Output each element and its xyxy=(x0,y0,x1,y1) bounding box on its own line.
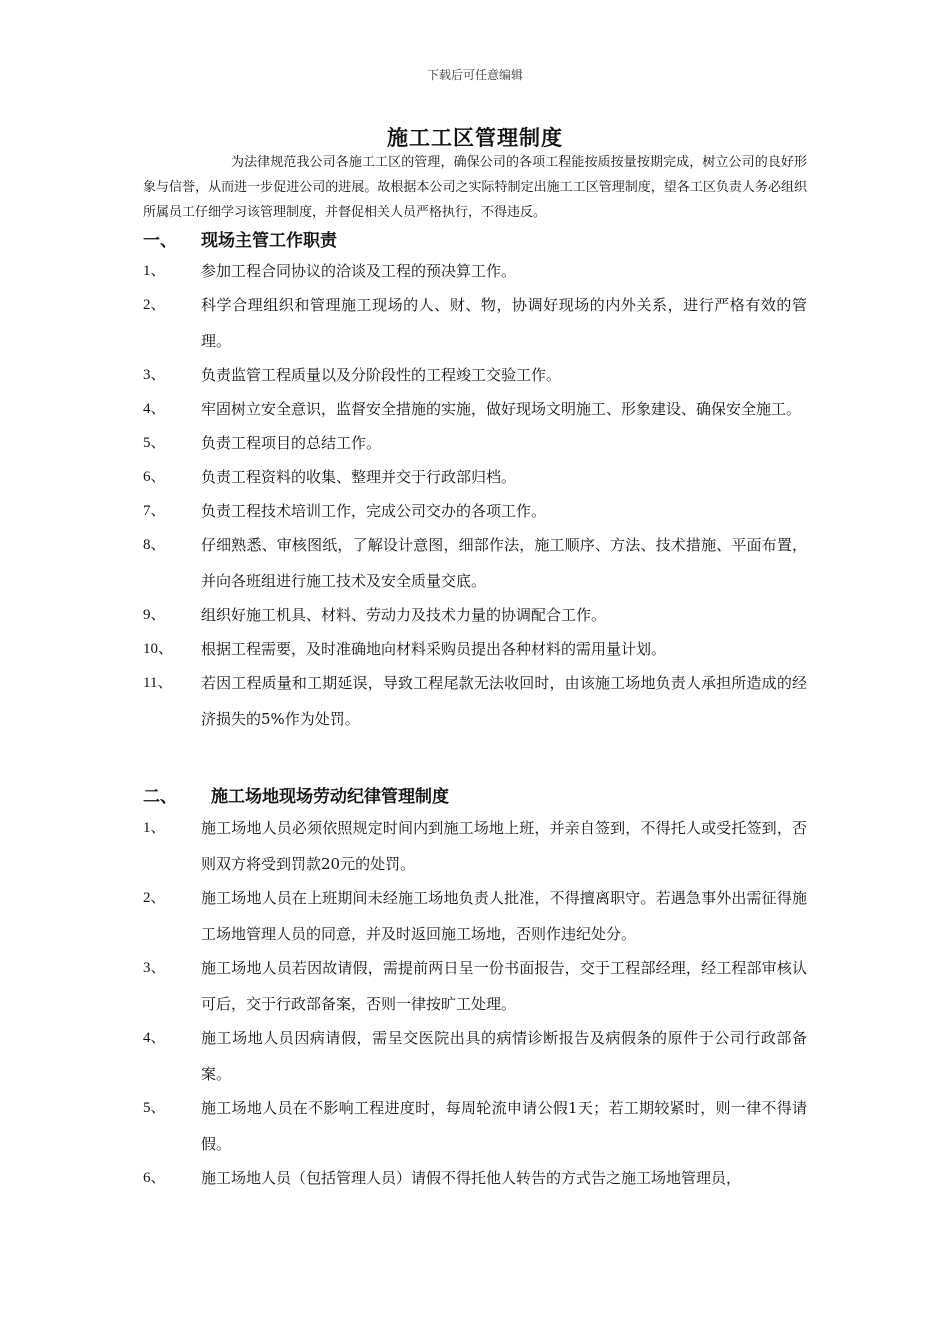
item-text: 施工场地人员在不影响工程进度时，每周轮流申请公假1天；若工期较紧时，则一律不得请假。 xyxy=(201,1099,807,1153)
list-item xyxy=(143,459,807,495)
item-number: 1、 xyxy=(143,820,166,836)
item-number: 7、 xyxy=(143,503,166,519)
item-number: 5、 xyxy=(143,1100,166,1116)
list-item xyxy=(143,527,807,599)
list-item xyxy=(143,493,807,529)
section-2-list xyxy=(143,810,807,1194)
item-number: 3、 xyxy=(143,367,166,383)
list-item xyxy=(143,631,807,667)
item-number: 5、 xyxy=(143,435,166,451)
section-number: 二、 xyxy=(143,787,177,807)
item-text: 负责工程项目的总结工作。 xyxy=(201,434,382,452)
list-item xyxy=(143,1160,807,1196)
section-number: 一、 xyxy=(143,231,177,251)
item-text: 参加工程合同协议的洽谈及工程的预决算工作。 xyxy=(201,262,517,280)
section-title: 现场主管工作职责 xyxy=(201,231,337,251)
item-text: 负责工程技术培训工作，完成公司交办的各项工作。 xyxy=(201,502,547,520)
section-heading-1 xyxy=(143,226,337,251)
item-number: 4、 xyxy=(143,1030,166,1046)
list-item xyxy=(143,425,807,461)
item-number: 6、 xyxy=(143,469,166,485)
list-item xyxy=(143,391,807,427)
item-number: 2、 xyxy=(143,890,166,906)
document-title: 施工工区管理制度 xyxy=(387,125,563,150)
item-text: 施工场地人员若因故请假，需提前两日呈一份书面报告，交于工程部经理，经工程部审核认可后，交于行政部备案，否则一律按旷工处理。 xyxy=(201,959,807,1013)
list-item xyxy=(143,1090,807,1162)
list-item xyxy=(143,253,807,289)
item-number: 9、 xyxy=(143,607,166,623)
item-number: 2、 xyxy=(143,297,166,313)
item-text: 施工场地人员必须依照规定时间内到施工场地上班，并亲自签到，不得托人或受托签到，否则双方将受到罚款20元的处罚。 xyxy=(201,819,807,873)
item-text: 组织好施工机具、材料、劳动力及技术力量的协调配合工作。 xyxy=(201,606,607,624)
section-1-list xyxy=(143,253,807,735)
list-item xyxy=(143,665,807,737)
section-title: 施工场地现场劳动纪律管理制度 xyxy=(211,787,449,807)
list-item xyxy=(143,810,807,882)
item-number: 3、 xyxy=(143,960,166,976)
list-item xyxy=(143,950,807,1022)
header-note: 下载后可任意编辑 xyxy=(426,68,523,82)
list-item xyxy=(143,357,807,393)
item-number: 4、 xyxy=(143,401,166,417)
item-text: 仔细熟悉、审核图纸，了解设计意图，细部作法，施工顺序、方法、技术措施、平面布置，并向各班组进行施工技术及安全质量交底。 xyxy=(201,536,807,590)
list-item xyxy=(143,597,807,633)
list-item xyxy=(143,1020,807,1092)
intro-paragraph: 为法律规范我公司各施工工区的管理，确保公司的各项工程能按质按量按期完成，树立公司的良好形象与信誉，从而进一步促进公司的进展。故根据本公司之实际特制定出施工工区管理制度，望各工区负责人务必组织所属员工仔细学习该管理制度，并督促相关人员严格执行，不得违反。 xyxy=(143,155,807,220)
item-number: 1、 xyxy=(143,263,166,279)
item-text: 科学合理组织和管理施工现场的人、财、物，协调好现场的内外关系，进行严格有效的管理。 xyxy=(201,296,807,350)
item-text: 施工场地人员在上班期间未经施工场地负责人批准，不得擅离职守。若遇急事外出需征得施工场地管理人员的同意，并及时返回施工场地，否则作违纪处分。 xyxy=(201,889,807,943)
item-number: 6、 xyxy=(143,1170,166,1186)
item-text: 牢固树立安全意识，监督安全措施的实施，做好现场文明施工、形象建设、确保安全施工。 xyxy=(201,400,802,418)
item-number: 8、 xyxy=(143,537,166,553)
item-text: 施工场地人员（包括管理人员）请假不得托他人转告的方式告之施工场地管理员， xyxy=(201,1169,742,1187)
list-item xyxy=(143,287,807,359)
item-text: 若因工程质量和工期延误，导致工程尾款无法收回时，由该施工场地负责人承担所造成的经济损失的5%作为处罚。 xyxy=(201,674,807,728)
list-item xyxy=(143,880,807,952)
item-number: 10、 xyxy=(143,641,174,657)
section-heading-2 xyxy=(143,782,449,807)
item-number: 11、 xyxy=(143,675,173,691)
item-text: 负责工程资料的收集、整理并交于行政部归档。 xyxy=(201,468,517,486)
item-text: 根据工程需要，及时准确地向材料采购员提出各种材料的需用量计划。 xyxy=(201,640,667,658)
item-text: 施工场地人员因病请假，需呈交医院出具的病情诊断报告及病假条的原件于公司行政部备案。 xyxy=(201,1029,807,1083)
item-text: 负责监管工程质量以及分阶段性的工程竣工交验工作。 xyxy=(201,366,562,384)
